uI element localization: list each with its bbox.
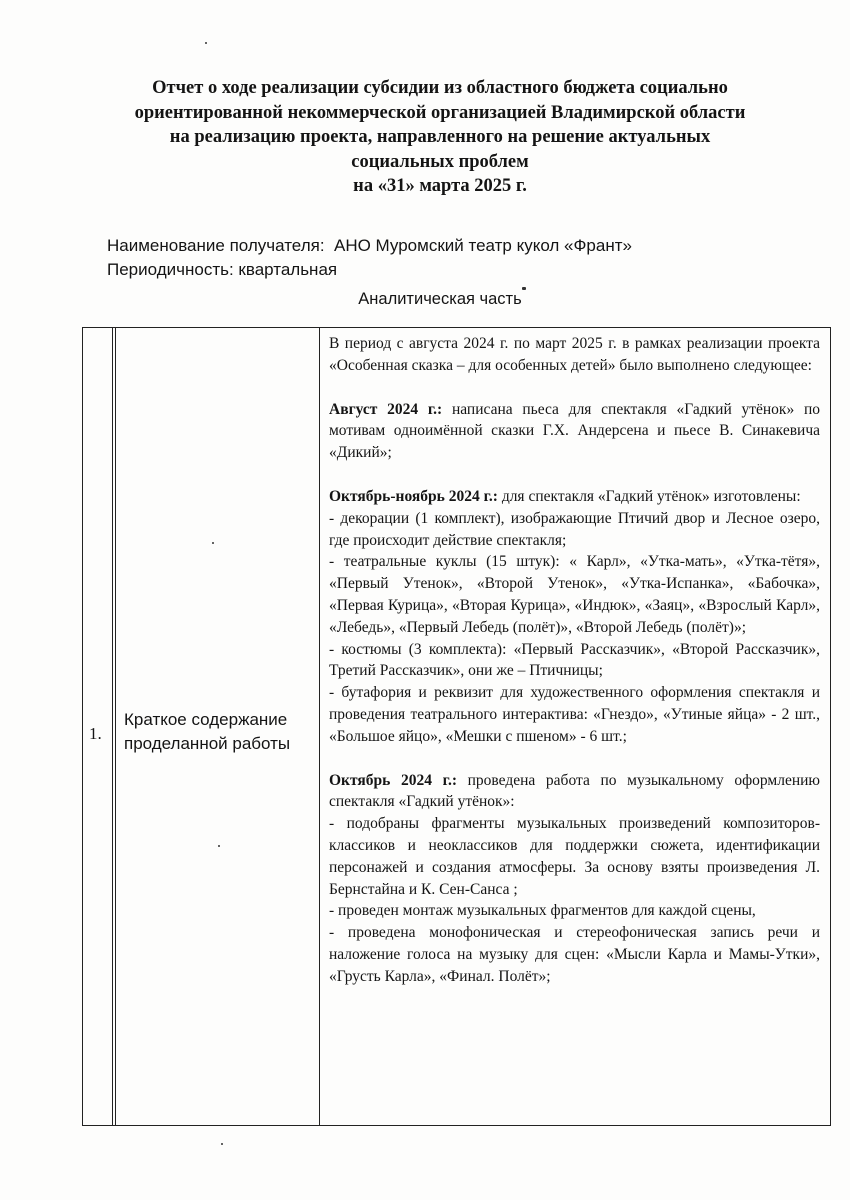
scan-speck [218, 845, 220, 847]
recipient-line [107, 234, 632, 258]
title-line-4: социальных проблем [351, 151, 529, 172]
scan-speck [522, 287, 526, 290]
oct-nov-date: Октябрь-ноябрь 2024 г.: [329, 487, 498, 505]
row-number: 1. [89, 724, 102, 743]
recipient-label: Наименование получателя: [107, 236, 325, 255]
title-line-2: ориентированной некоммерческой организацией Владимирской области [134, 102, 746, 123]
periodicity-value: квартальная [238, 260, 338, 279]
oct-nov-text: для спектакля «Гадкий утёнок» изготовлены: [501, 487, 801, 505]
recipient-value: АНО Муромский театр кукол «Франт» [334, 236, 632, 255]
october-item: - проведен монтаж музыкальных фрагментов для каждой сцены, [329, 902, 756, 920]
report-meta [107, 234, 632, 282]
periodicity-label: Периодичность: [107, 260, 234, 279]
scan-speck [205, 42, 207, 44]
october-item: - подобраны фрагменты музыкальных произведений композиторов-классиков и неоклассиков для поддержки сюжета, идентификации персонажей и создания атмосферы. За основу взяты произведения Л. Бернстайна и К. Сен-Санса ; [329, 815, 820, 898]
scan-speck [221, 1143, 223, 1145]
oct-nov-item: - бутафория и реквизит для художественного оформления спектакля и проведения театрального интерактива: «Гнездо», «Утиные яйца» - 2 шт., «Большое яйцо», «Мешки с пшеном» - 6 шт.; [329, 684, 820, 745]
table-divider [319, 328, 320, 1125]
august-paragraph [329, 399, 820, 464]
august-text: написана пьеса для спектакля «Гадкий утёнок» по мотивам одноимённой сказки Г.Х. Андерсена и пьесе В. Синакевича «Дикий»; [329, 400, 820, 462]
title-line-5: на «31» марта 2025 г. [353, 176, 527, 196]
row-content [329, 333, 820, 988]
october-text: проведена работа по музыкальному оформлению спектакля «Гадкий утёнок»: [329, 771, 820, 811]
october-paragraph [329, 770, 820, 814]
report-title [95, 76, 785, 199]
table-divider [112, 328, 113, 1125]
oct-nov-item: - декорации (1 комплект), изображающие Птичий двор и Лесное озеро, где происходит действие спектакля; [329, 509, 820, 549]
oct-nov-item: - театральные куклы (15 штук): « Карл», «Утка-мать», «Утка-тётя», «Первый Утенок», «Второй Утенок», «Утка-Испанка», «Бабочка», «Первая Курица», «Вторая Курица», «Индюк», «Заяц», «Взрослый Карл», «Лебедь», «Первый Лебедь (полёт)», «Второй Лебедь (полёт)»; [329, 553, 820, 636]
scan-speck [212, 542, 214, 544]
title-line-1: Отчет о ходе реализации субсидии из областного бюджета социально [152, 78, 728, 98]
section-title: Аналитическая часть [358, 290, 522, 308]
august-date: Август 2024 г.: [329, 400, 443, 418]
oct-nov-paragraph [329, 486, 820, 508]
october-item: - проведена монофоническая и стереофоническая запись речи и наложение голоса на музыку для сцен: «Мысли Карла и Мамы-Утки», «Грусть Карла», «Финал. Полёт»; [329, 924, 820, 985]
periodicity-line [107, 258, 632, 282]
intro-paragraph: В период с августа 2024 г. по март 2025 г. в рамках реализации проекта «Особенная сказка – для особенных детей» было выполнено следующее: [329, 335, 820, 374]
table-divider [115, 328, 116, 1125]
oct-nov-item: - костюмы (3 комплекта): «Первый Рассказчик», «Второй Рассказчик», Третий Рассказчик», они же – Птичницы; [329, 640, 820, 680]
october-date: Октябрь 2024 г.: [329, 771, 457, 789]
report-table [82, 327, 831, 1126]
row-label: Краткое содержание проделанной работы [124, 710, 291, 753]
title-line-3: на реализацию проекта, направленного на решение актуальных [169, 127, 711, 147]
